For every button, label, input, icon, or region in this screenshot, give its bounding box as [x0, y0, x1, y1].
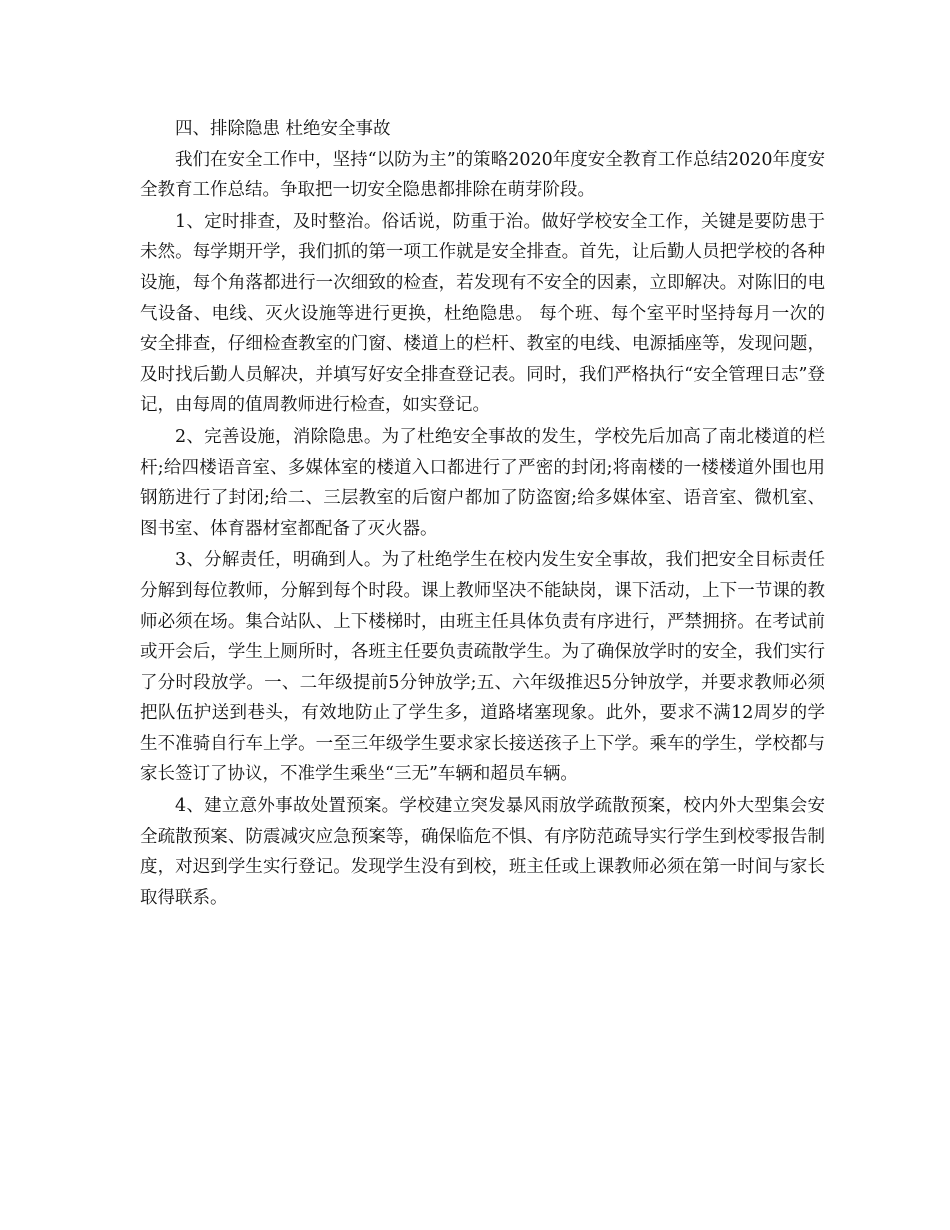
document-page	[140, 114, 825, 914]
section-heading: 四、排除隐患 杜绝安全事故	[175, 119, 391, 139]
paragraph-4-emergency-plan: 4、建立意外事故处置预案。学校建立突发暴风雨放学疏散预案，校内外大型集会安全疏散预案、防震减灾应急预案等，确保临危不惧、有序防范疏导实行学生到校零报告制度，对迟到学生实行登记。发现学生没有到校，班主任或上课教师必须在第一时间与家长取得联系。	[140, 796, 825, 908]
paragraph-1-regular-inspection: 1、定时排查，及时整治。俗话说，防重于治。做好学校安全工作，关键是要防患于未然。每学期开学，我们抓的第一项工作就是安全排查。首先，让后勤人员把学校的各种设施，每个角落都进行一次细致的检查，若发现有不安全的因素，立即解决。对陈旧的电气设备、电线、灭火设施等进行更换，杜绝隐患。 每个班、每个室平时坚持每月一次的安全排查，仔细检查教室的门窗、楼道上的栏杆、教室的电线、电源插座等，发现问题，及时找后勤人员解决，并填写好安全排查登记表。同时，我们严格执行“安全管理日志”登记，由每周的值周教师进行检查，如实登记。	[140, 211, 825, 416]
paragraph-3-assign-responsibility: 3、分解责任，明确到人。为了杜绝学生在校内发生安全事故，我们把安全目标责任分解到每位教师，分解到每个时段。课上教师坚决不能缺岗，课下活动，上下一节课的教师必须在场。集合站队、上下楼梯时，由班主任具体负责有序进行，严禁拥挤。在考试前或开会后，学生上厕所时，各班主任要负责疏散学生。为了确保放学时的安全，我们实行了分时段放学。一、二年级提前5分钟放学;五、六年级推迟5分钟放学，并要求教师必须把队伍护送到巷头，有效地防止了学生多，道路堵塞现象。此外，要求不满12周岁的学生不准骑自行车上学。一至三年级学生要求家长接送孩子上下学。乘车的学生，学校都与家长签订了协议，不准学生乘坐“三无”车辆和超员车辆。	[140, 550, 825, 785]
paragraph-intro: 我们在安全工作中，坚持“以防为主”的策略2020年度安全教育工作总结2020年度安全教育工作总结。争取把一切安全隐患都排除在萌芽阶段。	[140, 149, 825, 201]
paragraph-2-improve-facilities: 2、完善设施，消除隐患。为了杜绝安全事故的发生，学校先后加高了南北楼道的栏杆;给四楼语音室、多媒体室的楼道入口都进行了严密的封闭;将南楼的一楼楼道外围也用钢筋进行了封闭;给二、三层教室的后窗户都加了防盗窗;给多媒体室、语音室、微机室、图书室、体育器材室都配备了灭火器。	[140, 426, 825, 539]
